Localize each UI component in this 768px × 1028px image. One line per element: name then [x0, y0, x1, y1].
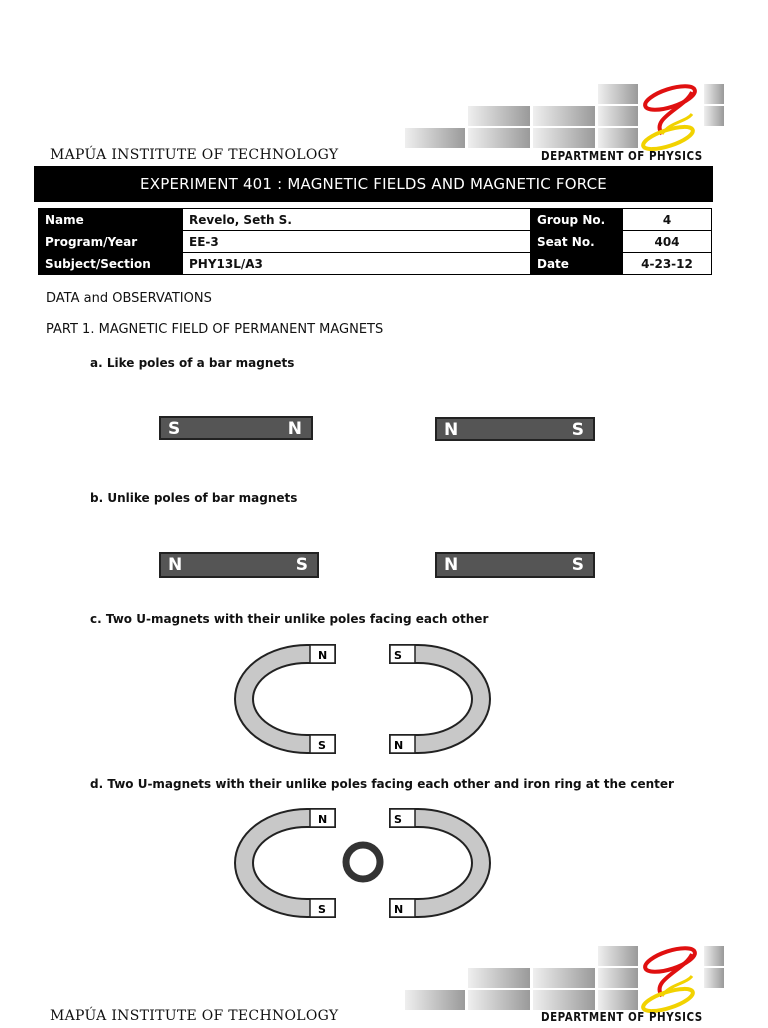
pole-label: N	[444, 420, 459, 440]
bar-magnet-b-right	[435, 552, 595, 578]
program-value: EE-3	[183, 231, 531, 253]
name-label: Name	[39, 209, 183, 231]
pole-label: S	[571, 420, 584, 440]
pole-label: S	[394, 813, 402, 826]
seat-value: 404	[623, 231, 712, 253]
department-name: DEPARTMENT OF PHYSICS	[541, 149, 703, 163]
pole-label: S	[168, 419, 181, 439]
u-magnets-figure-c	[230, 640, 500, 758]
pole-label: S	[394, 649, 402, 662]
bar-magnet-a-left	[159, 416, 313, 440]
pole-label: S	[318, 739, 326, 752]
item-c-caption: c. Two U-magnets with their unlike poles facing each other	[90, 612, 489, 626]
item-b-caption: b. Unlike poles of bar magnets	[90, 491, 298, 505]
subject-label: Subject/Section	[39, 253, 183, 275]
footer-department-name: DEPARTMENT OF PHYSICS	[541, 1010, 703, 1024]
pole-label: S	[571, 555, 584, 575]
item-d-caption: d. Two U-magnets with their unlike poles facing each other and iron ring at the center	[90, 777, 674, 791]
subject-value: PHY13L/A3	[183, 253, 531, 275]
pole-label: S	[318, 903, 326, 916]
group-label: Group No.	[531, 209, 623, 231]
section-title: DATA and OBSERVATIONS	[46, 291, 212, 306]
item-a-caption: a. Like poles of a bar magnets	[90, 356, 295, 370]
name-value: Revelo, Seth S.	[183, 209, 531, 231]
pole-label: N	[318, 649, 328, 662]
experiment-title: EXPERIMENT 401 : MAGNETIC FIELDS AND MAGNETIC FORCE	[140, 175, 607, 193]
footer-institute-name: MAPÚA INSTITUTE OF TECHNOLOGY	[50, 1008, 339, 1024]
experiment-title-banner	[34, 166, 713, 202]
date-label: Date	[531, 253, 623, 275]
table-row	[39, 209, 712, 231]
program-label: Program/Year	[39, 231, 183, 253]
part1-title: PART 1. MAGNETIC FIELD OF PERMANENT MAGNETS	[46, 322, 384, 337]
bar-magnet-b-left	[159, 552, 319, 578]
table-row	[39, 253, 712, 275]
seat-label: Seat No.	[531, 231, 623, 253]
pole-label: N	[318, 813, 328, 826]
institute-name: MAPÚA INSTITUTE OF TECHNOLOGY	[50, 147, 339, 163]
pole-label: S	[295, 555, 308, 575]
date-value: 4-23-12	[623, 253, 712, 275]
pole-label: N	[287, 419, 302, 439]
pole-label: N	[444, 555, 459, 575]
iron-ring	[346, 845, 380, 879]
group-value: 4	[623, 209, 712, 231]
student-info-table	[38, 208, 712, 275]
pole-label: N	[394, 903, 404, 916]
pole-label: N	[168, 555, 183, 575]
pole-label: N	[394, 739, 404, 752]
bar-magnet-a-right	[435, 417, 595, 441]
u-magnets-figure-d	[230, 804, 500, 922]
table-row	[39, 231, 712, 253]
